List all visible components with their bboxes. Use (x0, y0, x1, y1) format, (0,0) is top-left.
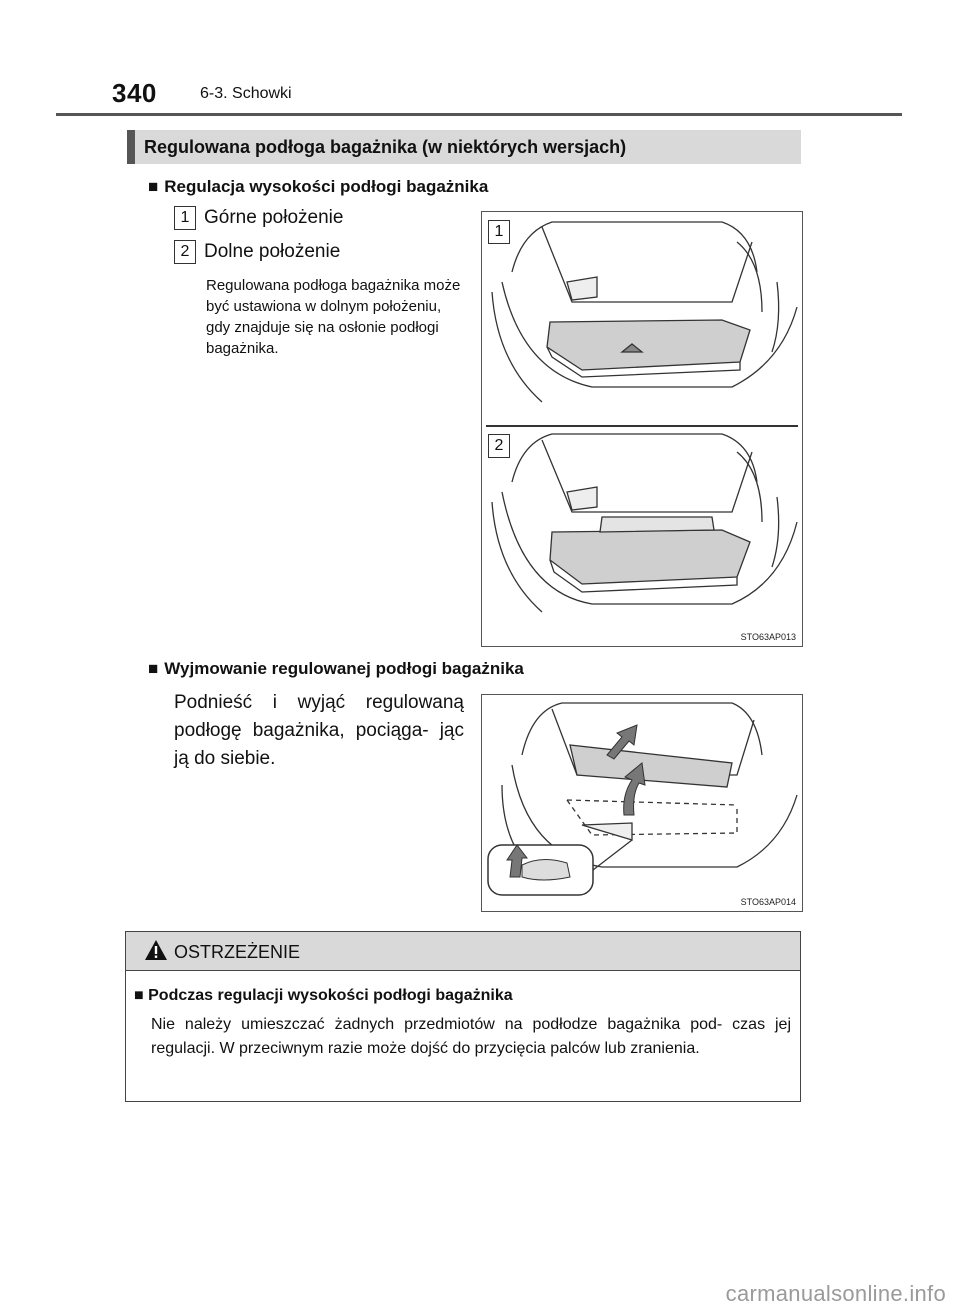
page-number: 340 (112, 78, 157, 108)
warning-box (125, 931, 801, 1102)
removal-illustration (482, 695, 802, 911)
warning-title: OSTRZEŻENIE (174, 942, 301, 962)
figure-code: STO63AP013 (740, 632, 796, 642)
bullet-square: ■ (134, 987, 144, 1004)
bullet-square: ■ (148, 659, 159, 678)
height-adjust-note: Regulowana podłoga bagażnika może być ustawiona w dolnym położeniu, gdy znajduje się na osłonie podłogi bagażnika. (206, 277, 461, 357)
warning-subheading (134, 987, 513, 1005)
trunk-illustration (482, 212, 802, 646)
removal-heading-text: Wyjmowanie regulowanej podłogi bagażnika (164, 659, 524, 678)
removal-text: Podnieść i wyjąć regulowaną podłogę bagażnika, pociąga- jąc ją do siebie. (174, 692, 464, 769)
warning-header (126, 932, 800, 971)
step-number: 2 (174, 240, 196, 264)
step-text: Górne położenie (204, 207, 344, 229)
header-rule (56, 113, 902, 116)
step-2 (174, 240, 340, 264)
figure-label-2 (488, 434, 518, 458)
figure-floor-removal (481, 694, 803, 912)
warning-subheading-text: Podczas regulacji wysokości podłogi bagażnika (148, 987, 513, 1004)
watermark: carmanualsonline.info (725, 1281, 946, 1306)
warning-text: Nie należy umieszczać żadnych przedmiotów na podłodze bagażnika pod- czas jej regulacji. W przeciwnym razie może dojść do przycięcia palców lub zranienia. (151, 1016, 791, 1057)
figure-floor-positions (481, 211, 803, 647)
section-path: 6-3. Schowki (200, 85, 292, 102)
figure-label-1 (488, 220, 518, 244)
figure-label-number: 1 (488, 220, 510, 244)
figure-label-number: 2 (488, 434, 510, 458)
step-text: Dolne położenie (204, 241, 341, 263)
height-adjust-heading (148, 177, 488, 197)
bullet-square: ■ (148, 177, 159, 196)
section-accent (127, 130, 135, 164)
step-1 (174, 206, 343, 230)
section-title-bar (127, 130, 801, 164)
removal-heading (148, 659, 524, 679)
figure-code: STO63AP014 (740, 897, 796, 907)
height-adjust-heading-text: Regulacja wysokości podłogi bagażnika (164, 177, 489, 196)
step-number: 1 (174, 206, 196, 230)
warning-triangle-icon (144, 939, 168, 961)
section-title: Regulowana podłoga bagażnika (w niektórych wersjach) (144, 137, 627, 157)
